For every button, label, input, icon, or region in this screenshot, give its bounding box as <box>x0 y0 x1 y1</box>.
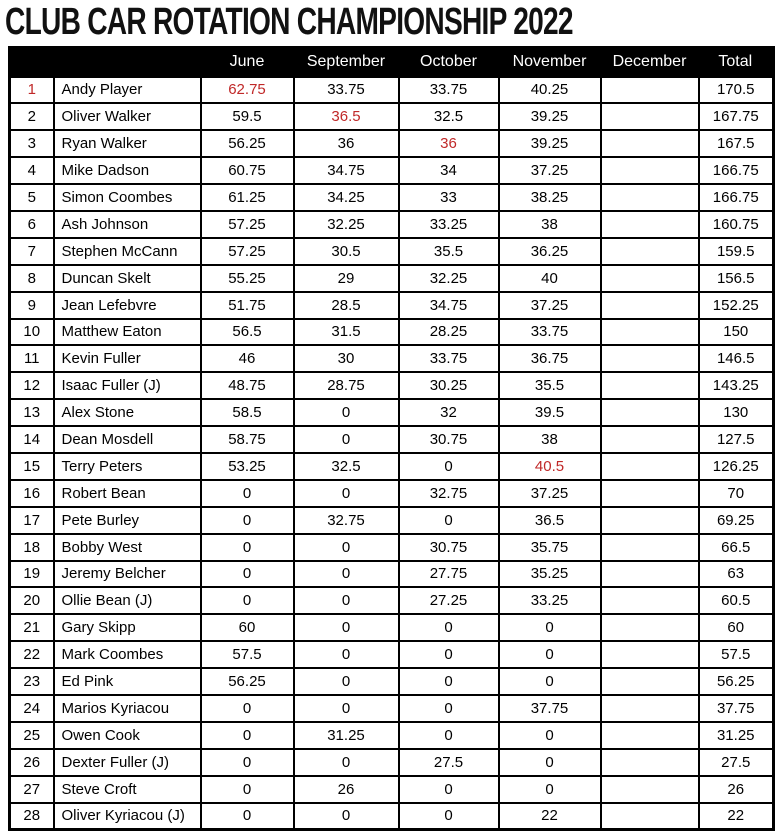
player-name-cell: Bobby West <box>54 534 201 561</box>
december-cell <box>601 292 699 319</box>
september-cell: 29 <box>294 265 399 292</box>
june-cell: 56.5 <box>201 319 294 346</box>
december-cell <box>601 426 699 453</box>
september-cell: 31.5 <box>294 319 399 346</box>
player-name-cell: Ash Johnson <box>54 211 201 238</box>
table-row <box>10 77 774 104</box>
total-cell: 143.25 <box>699 372 774 399</box>
october-cell: 35.5 <box>399 238 499 265</box>
column-header-blank-name <box>54 48 201 77</box>
october-cell: 36 <box>399 130 499 157</box>
december-cell <box>601 157 699 184</box>
september-cell: 0 <box>294 641 399 668</box>
october-cell: 34 <box>399 157 499 184</box>
december-cell <box>601 695 699 722</box>
column-header-september: September <box>294 48 399 77</box>
rank-cell: 2 <box>10 103 54 130</box>
rank-cell: 4 <box>10 157 54 184</box>
october-cell: 28.25 <box>399 319 499 346</box>
total-cell: 166.75 <box>699 184 774 211</box>
player-name-cell: Owen Cook <box>54 722 201 749</box>
october-cell: 0 <box>399 641 499 668</box>
table-row <box>10 749 774 776</box>
november-cell: 33.25 <box>499 587 601 614</box>
september-cell: 34.25 <box>294 184 399 211</box>
october-cell: 33.75 <box>399 345 499 372</box>
september-cell: 28.5 <box>294 292 399 319</box>
june-cell: 0 <box>201 561 294 588</box>
november-cell: 36.5 <box>499 507 601 534</box>
rank-cell: 17 <box>10 507 54 534</box>
column-header-total: Total <box>699 48 774 77</box>
december-cell <box>601 238 699 265</box>
november-cell: 0 <box>499 614 601 641</box>
player-name-cell: Pete Burley <box>54 507 201 534</box>
rank-cell: 18 <box>10 534 54 561</box>
player-name-cell: Steve Croft <box>54 776 201 803</box>
september-cell: 26 <box>294 776 399 803</box>
player-name-cell: Simon Coombes <box>54 184 201 211</box>
table-row <box>10 399 774 426</box>
october-cell: 27.25 <box>399 587 499 614</box>
october-cell: 32.75 <box>399 480 499 507</box>
september-cell: 28.75 <box>294 372 399 399</box>
november-cell: 37.75 <box>499 695 601 722</box>
rank-cell: 14 <box>10 426 54 453</box>
table-row <box>10 372 774 399</box>
november-cell: 0 <box>499 668 601 695</box>
june-cell: 59.5 <box>201 103 294 130</box>
november-cell: 39.5 <box>499 399 601 426</box>
june-cell: 0 <box>201 722 294 749</box>
rank-cell: 3 <box>10 130 54 157</box>
player-name-cell: Robert Bean <box>54 480 201 507</box>
june-cell: 57.25 <box>201 238 294 265</box>
june-cell: 60 <box>201 614 294 641</box>
september-cell: 32.25 <box>294 211 399 238</box>
october-cell: 30.75 <box>399 426 499 453</box>
december-cell <box>601 668 699 695</box>
october-cell: 27.5 <box>399 749 499 776</box>
september-cell: 0 <box>294 534 399 561</box>
october-cell: 0 <box>399 507 499 534</box>
table-row <box>10 641 774 668</box>
total-cell: 60 <box>699 614 774 641</box>
player-name-cell: Marios Kyriacou <box>54 695 201 722</box>
rank-cell: 5 <box>10 184 54 211</box>
table-row <box>10 695 774 722</box>
december-cell <box>601 614 699 641</box>
player-name-cell: Oliver Kyriacou (J) <box>54 803 201 830</box>
player-name-cell: Alex Stone <box>54 399 201 426</box>
september-cell: 36.5 <box>294 103 399 130</box>
total-cell: 130 <box>699 399 774 426</box>
june-cell: 0 <box>201 749 294 776</box>
november-cell: 38 <box>499 211 601 238</box>
december-cell <box>601 641 699 668</box>
december-cell <box>601 130 699 157</box>
december-cell <box>601 211 699 238</box>
total-cell: 57.5 <box>699 641 774 668</box>
rank-cell: 23 <box>10 668 54 695</box>
june-cell: 62.75 <box>201 77 294 104</box>
rank-cell: 21 <box>10 614 54 641</box>
october-cell: 0 <box>399 614 499 641</box>
total-cell: 127.5 <box>699 426 774 453</box>
header-row <box>10 48 774 77</box>
september-cell: 32.5 <box>294 453 399 480</box>
player-name-cell: Kevin Fuller <box>54 345 201 372</box>
october-cell: 33.25 <box>399 211 499 238</box>
rank-cell: 1 <box>10 77 54 104</box>
player-name-cell: Mike Dadson <box>54 157 201 184</box>
table-row <box>10 587 774 614</box>
table-row <box>10 534 774 561</box>
december-cell <box>601 103 699 130</box>
total-cell: 167.5 <box>699 130 774 157</box>
october-cell: 30.25 <box>399 372 499 399</box>
total-cell: 126.25 <box>699 453 774 480</box>
december-cell <box>601 265 699 292</box>
column-header-blank-rank <box>10 48 54 77</box>
rank-cell: 25 <box>10 722 54 749</box>
november-cell: 38.25 <box>499 184 601 211</box>
total-cell: 63 <box>699 561 774 588</box>
rank-cell: 22 <box>10 641 54 668</box>
total-cell: 27.5 <box>699 749 774 776</box>
rank-cell: 16 <box>10 480 54 507</box>
december-cell <box>601 399 699 426</box>
table-row <box>10 480 774 507</box>
player-name-cell: Oliver Walker <box>54 103 201 130</box>
table-row <box>10 238 774 265</box>
june-cell: 60.75 <box>201 157 294 184</box>
december-cell <box>601 803 699 830</box>
october-cell: 27.75 <box>399 561 499 588</box>
june-cell: 0 <box>201 695 294 722</box>
player-name-cell: Andy Player <box>54 77 201 104</box>
rank-cell: 19 <box>10 561 54 588</box>
table-row <box>10 507 774 534</box>
table-row <box>10 426 774 453</box>
december-cell <box>601 507 699 534</box>
november-cell: 36.25 <box>499 238 601 265</box>
table-row <box>10 265 774 292</box>
september-cell: 0 <box>294 695 399 722</box>
player-name-cell: Dean Mosdell <box>54 426 201 453</box>
september-cell: 31.25 <box>294 722 399 749</box>
table-row <box>10 130 774 157</box>
september-cell: 0 <box>294 668 399 695</box>
november-cell: 40.25 <box>499 77 601 104</box>
column-header-november: November <box>499 48 601 77</box>
table-row <box>10 184 774 211</box>
rank-cell: 11 <box>10 345 54 372</box>
november-cell: 40 <box>499 265 601 292</box>
table-row <box>10 292 774 319</box>
october-cell: 30.75 <box>399 534 499 561</box>
december-cell <box>601 480 699 507</box>
october-cell: 0 <box>399 776 499 803</box>
november-cell: 40.5 <box>499 453 601 480</box>
june-cell: 58.5 <box>201 399 294 426</box>
june-cell: 56.25 <box>201 130 294 157</box>
table-row <box>10 776 774 803</box>
table-row <box>10 345 774 372</box>
total-cell: 170.5 <box>699 77 774 104</box>
table-row <box>10 103 774 130</box>
november-cell: 33.75 <box>499 319 601 346</box>
rank-cell: 9 <box>10 292 54 319</box>
total-cell: 166.75 <box>699 157 774 184</box>
september-cell: 32.75 <box>294 507 399 534</box>
table-row <box>10 614 774 641</box>
total-cell: 156.5 <box>699 265 774 292</box>
rank-cell: 27 <box>10 776 54 803</box>
december-cell <box>601 587 699 614</box>
october-cell: 0 <box>399 668 499 695</box>
player-name-cell: Jeremy Belcher <box>54 561 201 588</box>
total-cell: 150 <box>699 319 774 346</box>
june-cell: 57.5 <box>201 641 294 668</box>
october-cell: 32.25 <box>399 265 499 292</box>
total-cell: 152.25 <box>699 292 774 319</box>
total-cell: 66.5 <box>699 534 774 561</box>
september-cell: 0 <box>294 803 399 830</box>
december-cell <box>601 319 699 346</box>
november-cell: 35.5 <box>499 372 601 399</box>
december-cell <box>601 534 699 561</box>
player-name-cell: Ryan Walker <box>54 130 201 157</box>
june-cell: 0 <box>201 803 294 830</box>
total-cell: 56.25 <box>699 668 774 695</box>
june-cell: 58.75 <box>201 426 294 453</box>
table-body <box>10 77 774 830</box>
table-row <box>10 211 774 238</box>
november-cell: 35.75 <box>499 534 601 561</box>
november-cell: 37.25 <box>499 292 601 319</box>
november-cell: 35.25 <box>499 561 601 588</box>
june-cell: 51.75 <box>201 292 294 319</box>
total-cell: 167.75 <box>699 103 774 130</box>
june-cell: 0 <box>201 480 294 507</box>
september-cell: 30 <box>294 345 399 372</box>
table-row <box>10 722 774 749</box>
october-cell: 33 <box>399 184 499 211</box>
october-cell: 33.75 <box>399 77 499 104</box>
december-cell <box>601 453 699 480</box>
player-name-cell: Stephen McCann <box>54 238 201 265</box>
september-cell: 0 <box>294 561 399 588</box>
september-cell: 0 <box>294 749 399 776</box>
table-row <box>10 561 774 588</box>
june-cell: 48.75 <box>201 372 294 399</box>
championship-standings-table <box>8 46 775 831</box>
table-row <box>10 453 774 480</box>
column-header-june: June <box>201 48 294 77</box>
rank-cell: 15 <box>10 453 54 480</box>
player-name-cell: Gary Skipp <box>54 614 201 641</box>
september-cell: 0 <box>294 614 399 641</box>
total-cell: 37.75 <box>699 695 774 722</box>
october-cell: 32 <box>399 399 499 426</box>
total-cell: 22 <box>699 803 774 830</box>
june-cell: 0 <box>201 534 294 561</box>
december-cell <box>601 561 699 588</box>
december-cell <box>601 749 699 776</box>
player-name-cell: Ollie Bean (J) <box>54 587 201 614</box>
october-cell: 0 <box>399 803 499 830</box>
total-cell: 31.25 <box>699 722 774 749</box>
player-name-cell: Mark Coombes <box>54 641 201 668</box>
october-cell: 0 <box>399 722 499 749</box>
november-cell: 37.25 <box>499 157 601 184</box>
december-cell <box>601 77 699 104</box>
table-header <box>10 48 774 77</box>
october-cell: 32.5 <box>399 103 499 130</box>
rank-cell: 10 <box>10 319 54 346</box>
player-name-cell: Duncan Skelt <box>54 265 201 292</box>
november-cell: 39.25 <box>499 130 601 157</box>
november-cell: 0 <box>499 776 601 803</box>
september-cell: 30.5 <box>294 238 399 265</box>
table-row <box>10 157 774 184</box>
september-cell: 36 <box>294 130 399 157</box>
rank-cell: 26 <box>10 749 54 776</box>
november-cell: 38 <box>499 426 601 453</box>
total-cell: 160.75 <box>699 211 774 238</box>
september-cell: 33.75 <box>294 77 399 104</box>
table-row <box>10 803 774 830</box>
december-cell <box>601 184 699 211</box>
june-cell: 0 <box>201 776 294 803</box>
september-cell: 34.75 <box>294 157 399 184</box>
december-cell <box>601 372 699 399</box>
december-cell <box>601 345 699 372</box>
november-cell: 36.75 <box>499 345 601 372</box>
september-cell: 0 <box>294 587 399 614</box>
october-cell: 34.75 <box>399 292 499 319</box>
rank-cell: 8 <box>10 265 54 292</box>
june-cell: 61.25 <box>201 184 294 211</box>
total-cell: 69.25 <box>699 507 774 534</box>
november-cell: 0 <box>499 749 601 776</box>
june-cell: 53.25 <box>201 453 294 480</box>
rank-cell: 7 <box>10 238 54 265</box>
december-cell <box>601 776 699 803</box>
rank-cell: 12 <box>10 372 54 399</box>
june-cell: 57.25 <box>201 211 294 238</box>
player-name-cell: Dexter Fuller (J) <box>54 749 201 776</box>
june-cell: 0 <box>201 507 294 534</box>
rank-cell: 20 <box>10 587 54 614</box>
rank-cell: 6 <box>10 211 54 238</box>
november-cell: 37.25 <box>499 480 601 507</box>
october-cell: 0 <box>399 453 499 480</box>
player-name-cell: Matthew Eaton <box>54 319 201 346</box>
table-row <box>10 319 774 346</box>
november-cell: 0 <box>499 641 601 668</box>
total-cell: 159.5 <box>699 238 774 265</box>
player-name-cell: Ed Pink <box>54 668 201 695</box>
october-cell: 0 <box>399 695 499 722</box>
player-name-cell: Jean Lefebvre <box>54 292 201 319</box>
rank-cell: 24 <box>10 695 54 722</box>
player-name-cell: Isaac Fuller (J) <box>54 372 201 399</box>
november-cell: 22 <box>499 803 601 830</box>
september-cell: 0 <box>294 399 399 426</box>
total-cell: 60.5 <box>699 587 774 614</box>
september-cell: 0 <box>294 426 399 453</box>
column-header-october: October <box>399 48 499 77</box>
page-title: CLUB CAR ROTATION CHAMPIONSHIP 2022 <box>5 1 573 43</box>
june-cell: 56.25 <box>201 668 294 695</box>
player-name-cell: Terry Peters <box>54 453 201 480</box>
june-cell: 46 <box>201 345 294 372</box>
column-header-december: December <box>601 48 699 77</box>
total-cell: 70 <box>699 480 774 507</box>
table-row <box>10 668 774 695</box>
rank-cell: 13 <box>10 399 54 426</box>
september-cell: 0 <box>294 480 399 507</box>
total-cell: 26 <box>699 776 774 803</box>
june-cell: 0 <box>201 587 294 614</box>
november-cell: 39.25 <box>499 103 601 130</box>
november-cell: 0 <box>499 722 601 749</box>
june-cell: 55.25 <box>201 265 294 292</box>
december-cell <box>601 722 699 749</box>
total-cell: 146.5 <box>699 345 774 372</box>
rank-cell: 28 <box>10 803 54 830</box>
